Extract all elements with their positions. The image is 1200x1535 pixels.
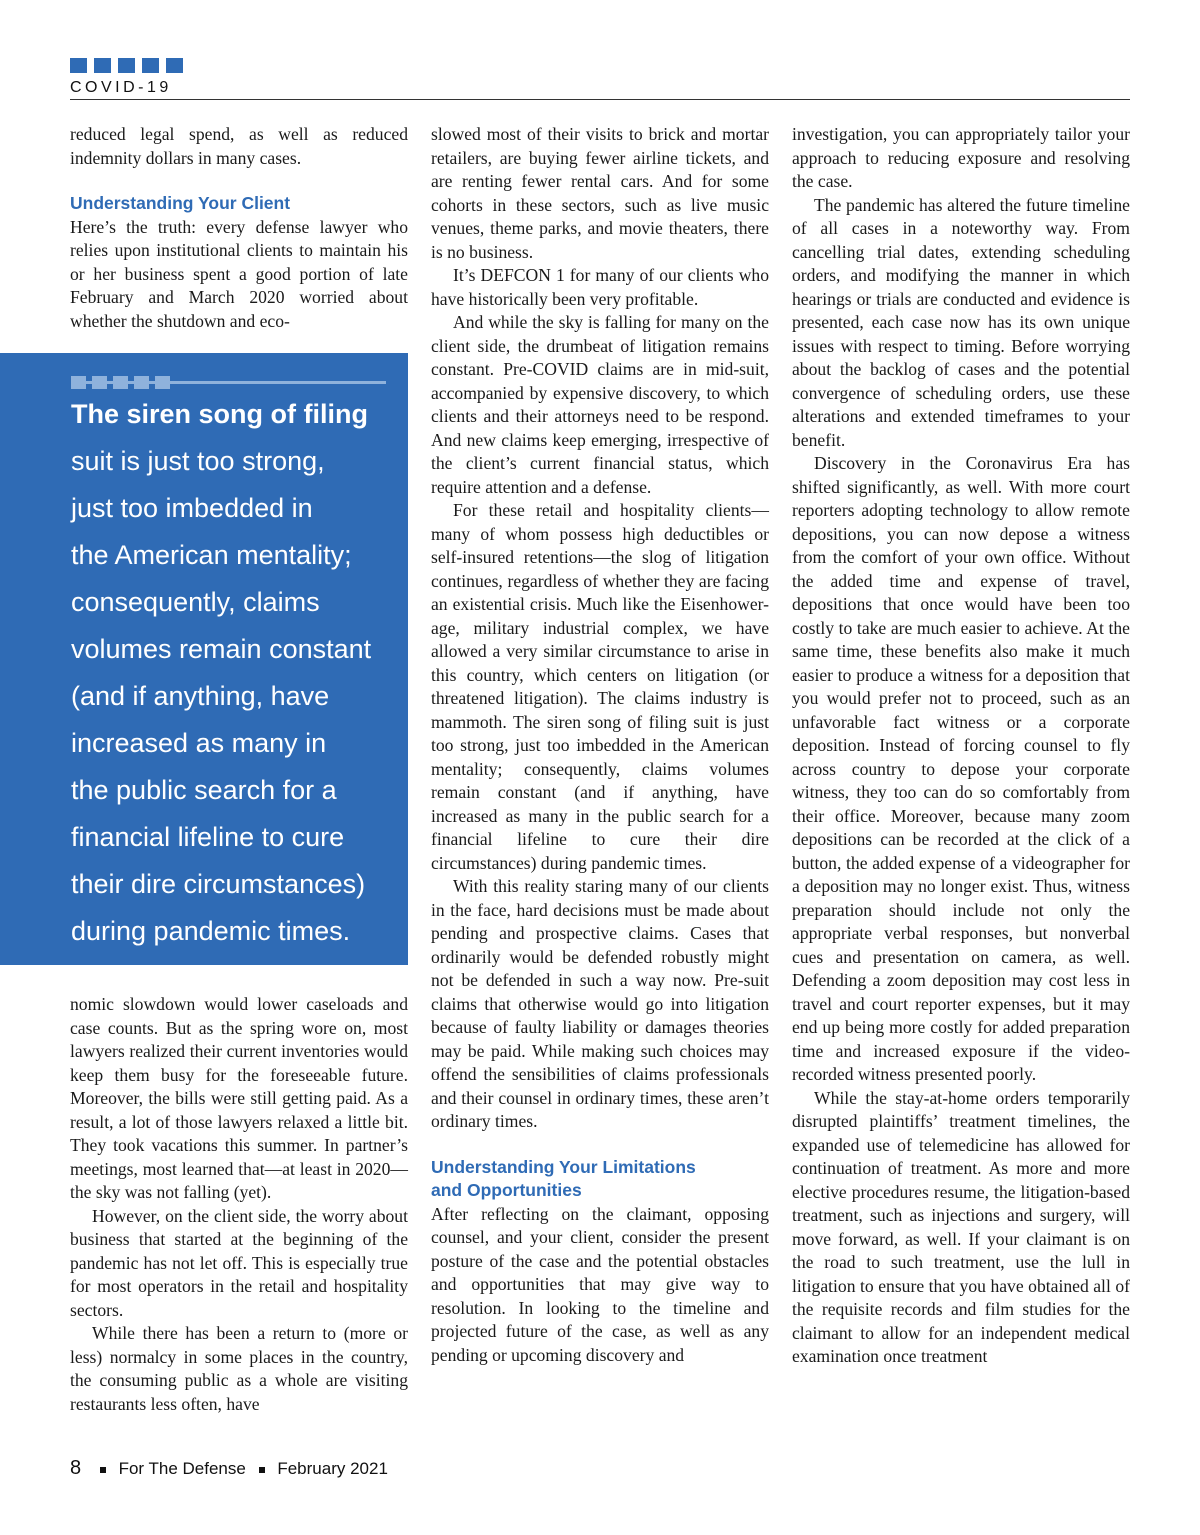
pull-quote-line: consequently, claims <box>71 587 320 617</box>
paragraph: Here’s the truth: every defense lawyer who relies upon institutional clients to maintain his or her business spent a good portion of late February and March 2020 worried about whether the shutdown and eco- <box>70 216 408 331</box>
pull-quote-squares-ornament <box>71 376 170 389</box>
issue-date: February 2021 <box>277 1459 388 1478</box>
pull-quote-line: their dire circumstances) <box>71 869 366 899</box>
paragraph: reduced legal spend, as well as reduced indemnity dollars in many cases. <box>70 124 408 168</box>
pull-quote-line: during pandemic times. <box>71 916 351 946</box>
section-heading <box>431 1156 769 1203</box>
paragraph: investigation, you can appropriately tailor your approach to reducing exposure and resolving the case. <box>792 124 1130 191</box>
column-3 <box>792 123 1130 1369</box>
paragraph: With this reality staring many of our clients in the face, hard decisions must be made about pending and prospective claims. Cases that ordinarily would be defended robustly might not be defended in such a way now. Pre-suit claims that otherwise would go into litigation because of faulty liability or damages theories may be paid. While making such choices may offend the sensibilities of claims professionals and their counsel in ordinary times, these aren’t ordinary times. <box>431 876 769 1131</box>
section-heading-line: Understanding Your Limitations <box>431 1156 696 1177</box>
pull-quote-line: increased as many in <box>71 728 327 758</box>
page-number: 8 <box>70 1457 82 1479</box>
column-1-top <box>70 123 408 333</box>
paragraph: And while the sky is falling for many on the client side, the drumbeat of litigation remains constant. Pre-COVID claims are in mid-suit, accompanied by expensive discovery, to which clients and their attorneys need to be respond. And new claims keep emerging, irrespective of the client’s current financial status, which require attention and a defense. <box>431 312 769 497</box>
section-label: COVID-19 <box>70 79 172 96</box>
header-rule <box>70 99 1130 100</box>
paragraph: Discovery in the Coronavirus Era has shifted significantly, as well. With more court reporters adopting technology to allow remote depositions, you can now depose a witness from the comfort of your own office. Without the added time and expense of travel, depositions that once would have been too costly to take are much easier to achieve. At the same time, these benefits also make it much easier to produce a witness for a deposition that you would prefer not to proceed, such as an unfavorable fact witness or a corporate deposition. Instead of forcing counsel to fly across country to depose your corporate witness, they too can do so comfortably from their office. Moreover, because many zoom depositions can be recorded at the click of a button, the added expense of a videographer for a deposition may no longer exist. Thus, witness preparation should include not only the appropriate verbal responses, but nonverbal cues and presentation on camera, as well. Defending a zoom deposition may cost less in travel and court reporter expenses, but it may end up being more costly for added preparation time and increased exposure if the video-recorded witness presented poorly. <box>792 453 1130 1084</box>
pull-quote-line: the American mentality; <box>71 540 352 570</box>
paragraph: For these retail and hospitality clients—many of whom possess high deductibles or self-insured retentions—the slog of litigation continues, regardless of whether they are facing an existential crisis. Much like the Eisenhower-age, military industrial complex, we have allowed a very similar circumstance to arise in this country, which centers on litigation (or threatened litigation). The claims industry is mammoth. The siren song of filing suit is just too strong, just too imbedded in the American mentality; consequently, claims volumes remain constant (and if anything, have increased as many in the public search for a financial lifeline to cure their dire circumstances) during pandemic times. <box>431 500 769 873</box>
pull-quote-lead: The siren song of filing <box>71 399 368 429</box>
pull-quote-line: suit is just too strong, <box>71 446 325 476</box>
header-squares-ornament <box>70 58 183 73</box>
page-header <box>70 58 1130 102</box>
paragraph: The pandemic has altered the future timeline of all cases in a noteworthy way. From cancelling trial dates, extending scheduling orders, and modifying the manner in which hearings or trials are conducted and evidence is presented, each case now has its own unique issues with respect to timing. Before worrying about the backlog of cases and the potential convergence of scheduling orders, use these alterations and extended timeframes to your benefit. <box>792 194 1130 450</box>
paragraph: nomic slowdown would lower caseloads and case counts. But as the spring wore on, most lawyers realized their current inventories would keep them busy for the foreseeable future. Moreover, the bills were still getting paid. As a result, a lot of those lawyers relaxed a little bit. They took vacations this summer. In partner’s meetings, most learned that—at least in 2020—the sky was not falling (yet). <box>70 994 408 1202</box>
section-heading: Understanding Your Client <box>70 193 291 213</box>
section-heading-line: and Opportunities <box>431 1180 582 1200</box>
publication-name: For The Defense <box>118 1459 246 1478</box>
pull-quote-line: (and if anything, have <box>71 681 330 711</box>
page-footer <box>70 1457 388 1480</box>
footer-bullet <box>259 1467 265 1473</box>
pull-quote-text <box>71 391 391 955</box>
pull-quote-line: the public search for a <box>71 775 337 805</box>
paragraph: While the stay-at-home orders temporarily disrupted plaintiffs’ treatment timelines, the expanded use of telemedicine has allowed for continuation of treatment. As more and more elective procedures resume, the litigation-based treatment, such as injections and surgery, will move forward, as well. If your claimant is on the road to such treatment, use the lull in litigation to ensure that you have obtained all of the requisite records and film studies for the claimant to allow for an independent medical examination once treatment <box>792 1087 1130 1366</box>
pull-quote <box>0 353 408 965</box>
column-2 <box>431 123 769 1367</box>
paragraph: While there has been a return to (more or less) normalcy in some places in the country, the consuming public as a whole are visiting restaurants less often, have <box>70 1323 408 1414</box>
paragraph: slowed most of their visits to brick and mortar retailers, are buying fewer airline tickets, and are renting fewer rental cars. And for some cohorts in these sectors, such as live music venues, theme parks, and movie theaters, there is no business. <box>431 124 769 262</box>
pull-quote-line: volumes remain constant <box>71 634 372 664</box>
column-1-bottom <box>70 993 408 1416</box>
paragraph: However, on the client side, the worry about business that started at the beginning of the pandemic has not let off. This is especially true for most operators in the retail and hospitality sectors. <box>70 1205 408 1320</box>
pull-quote-line: just too imbedded in <box>71 493 313 523</box>
paragraph: After reflecting on the claimant, opposing counsel, and your client, consider the present posture of the case and the potential obstacles and opportunities that may give way to resolution. In looking to the timeline and projected future of the case, as well as any pending or upcoming discovery and <box>431 1203 769 1365</box>
footer-bullet <box>100 1467 106 1473</box>
paragraph: It’s DEFCON 1 for many of our clients who have historically been very profitable. <box>431 265 769 309</box>
pull-quote-line: financial lifeline to cure <box>71 822 345 852</box>
